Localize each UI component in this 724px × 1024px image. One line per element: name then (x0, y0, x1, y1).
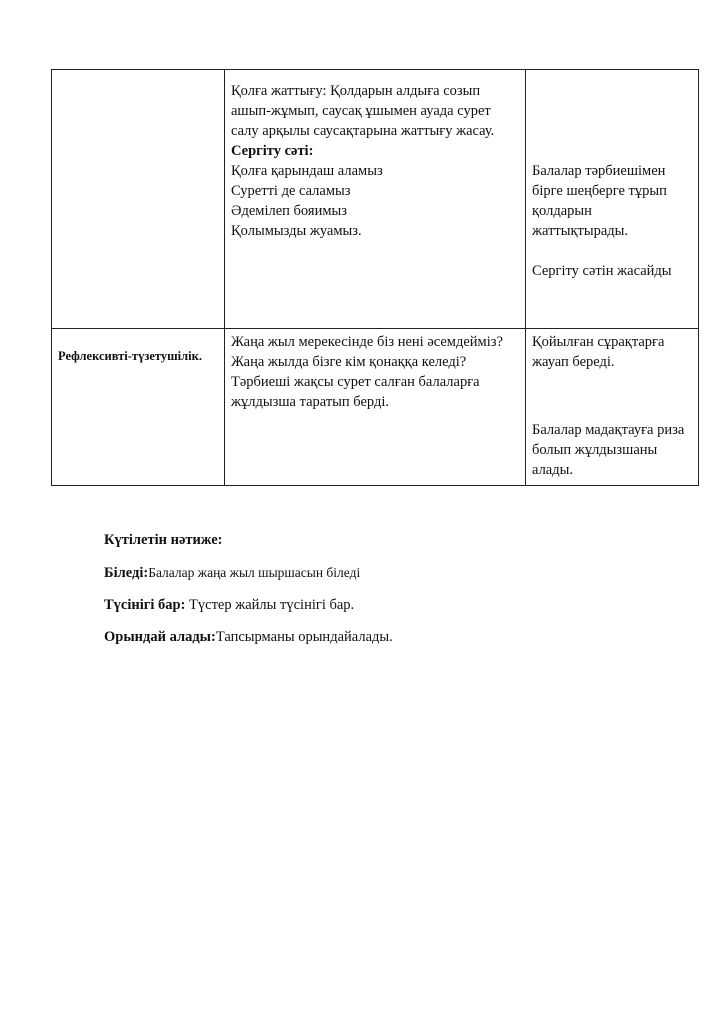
activity-line: салу арқылы саусақтарына жаттығу жасау. (231, 123, 495, 139)
children-activity-cell (526, 329, 699, 486)
stage-cell (52, 70, 225, 329)
lesson-plan-table (51, 69, 699, 486)
activity-line: Жаңа жыл мерекесінде біз нені әсемдейміз? (231, 334, 503, 350)
activity-line: Жаңа жылда бізге кім қонаққа келеді? (231, 354, 467, 370)
table-row (52, 70, 699, 329)
activity-line: Тәрбиеші жақсы сурет салған балаларға (231, 374, 480, 390)
teacher-activity-cell (225, 70, 526, 329)
children-line: жауап береді. (532, 354, 615, 370)
children-line: жаттықтырады. (532, 223, 629, 239)
understands-line (104, 597, 354, 614)
activity-line: Қолға жаттығу: Қолдарын алдыға созып (231, 83, 481, 99)
children-line: алады. (532, 462, 573, 478)
understands-label: Түсінігі бар: (104, 597, 186, 613)
stage-label (58, 70, 218, 87)
poem-line: Қолға қарындаш аламыз (231, 163, 383, 179)
stage-label: Рефлексивті-түзетушілік. (58, 349, 202, 363)
poem-line: Қолымызды жуамыз. (231, 223, 362, 239)
activity-line: ашып-жұмып, саусақ ұшымен ауада сурет (231, 103, 491, 119)
children-line: Балалар мадақтауға риза (532, 422, 685, 438)
can-do-text: Тапсырманы орындайалады. (215, 629, 393, 645)
children-line: Балалар тәрбиешімен (532, 163, 666, 179)
children-line: Сергіту сәтін жасайды (532, 263, 672, 279)
children-line: қолдарын (532, 203, 592, 219)
stage-cell (52, 329, 225, 486)
poem-line: Әдемілеп бояимыз (231, 203, 347, 219)
results-title: Күтілетін нәтиже: (104, 532, 223, 548)
children-line: болып жұлдызшаны (532, 442, 658, 458)
children-activity-cell (526, 70, 699, 329)
children-line: Қойылған сұрақтарға (532, 334, 665, 350)
can-do-line (104, 629, 393, 646)
knows-line (104, 565, 360, 582)
expected-results (104, 532, 664, 645)
children-line: бірге шеңберге тұрып (532, 183, 667, 199)
teacher-activity-cell (225, 329, 526, 486)
understands-text: Түстер жайлы түсінігі бар. (185, 597, 355, 613)
knows-text: Балалар жаңа жыл шыршасын біледі (148, 565, 361, 580)
activity-line: жұлдызша таратып берді. (231, 394, 390, 410)
can-do-label: Орындай алады: (104, 629, 216, 645)
poem-line: Суретті де саламыз (231, 183, 351, 199)
activity-heading: Сергіту сәті: (231, 143, 314, 159)
knows-label: Біледі: (104, 565, 149, 581)
table-row (52, 329, 699, 486)
